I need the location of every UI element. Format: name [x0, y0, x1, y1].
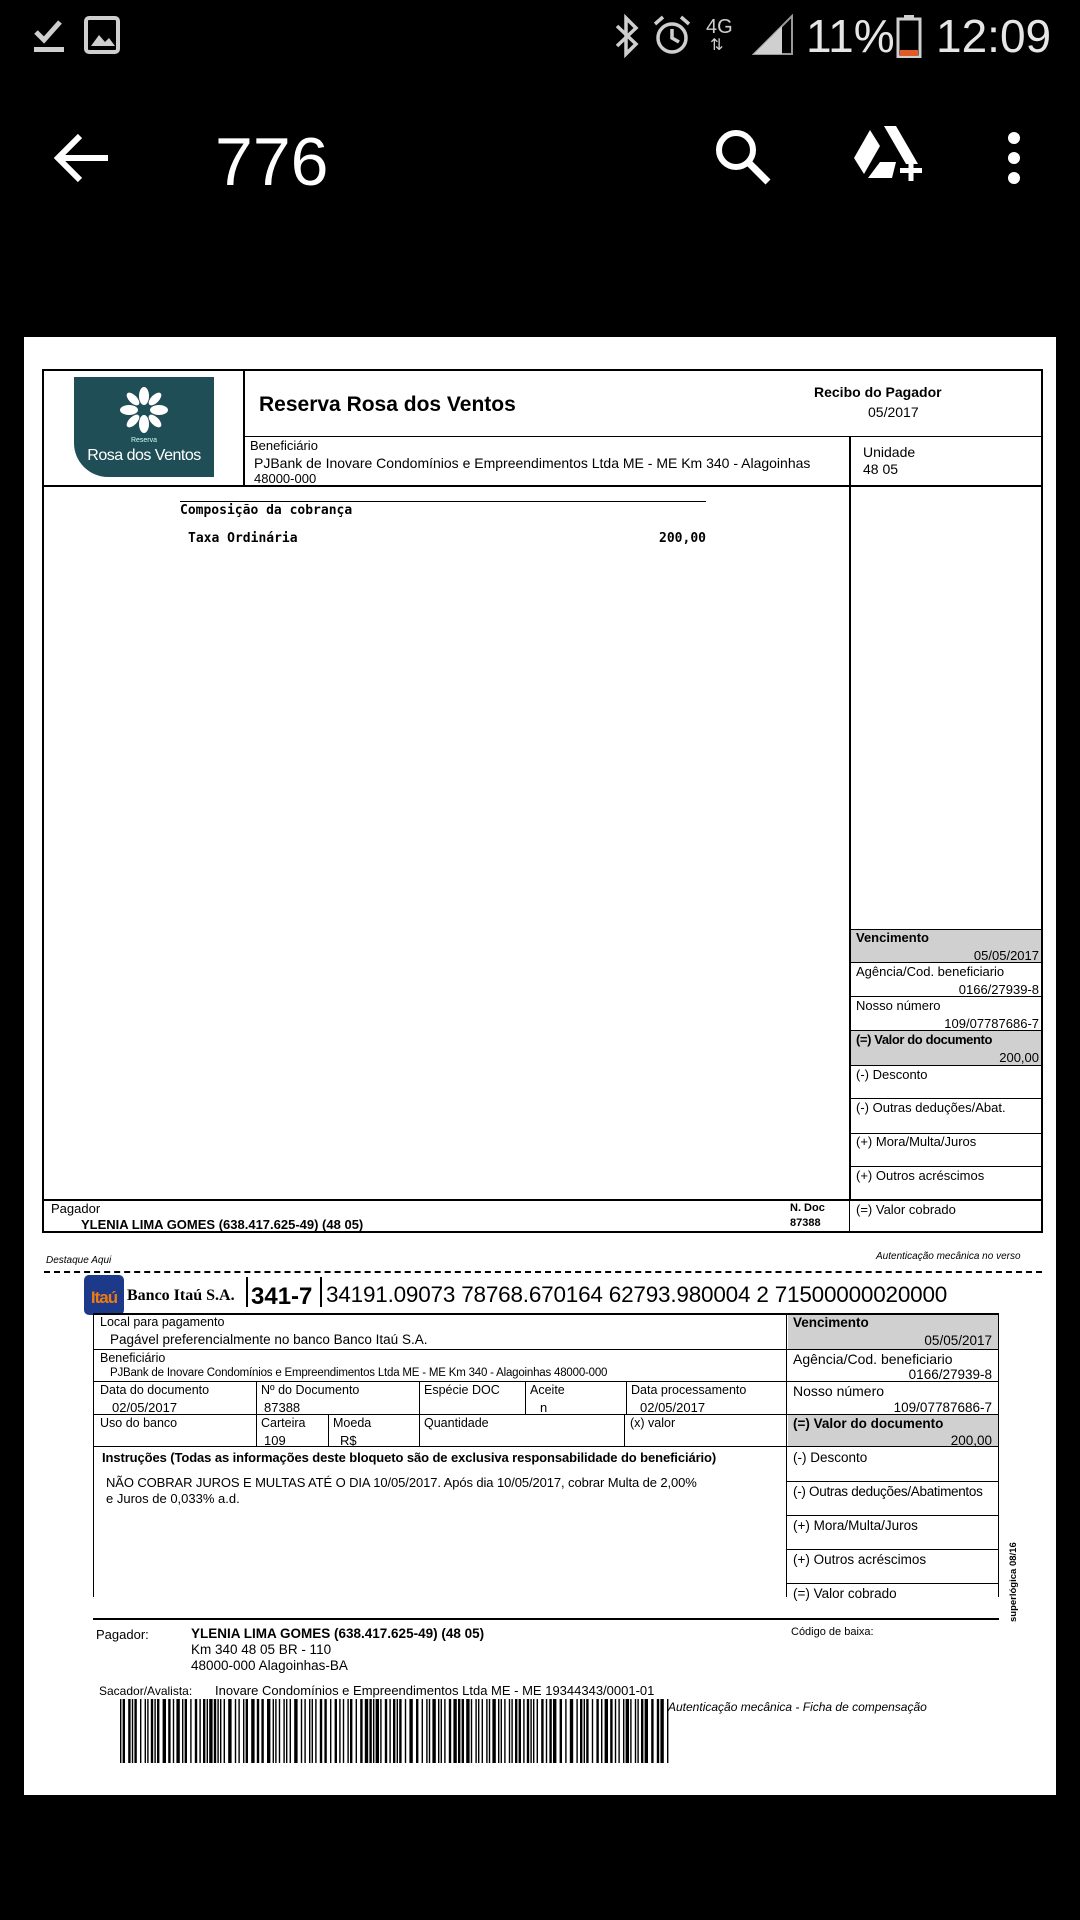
instrucoes-line2: e Juros de 0,033% a.d. [106, 1491, 240, 1506]
boleto-beneficiario: PJBank de Inovare Condomínios e Empreendimentos Ltda ME - ME Km 340 - Alagoinhas 48000-000 [110, 1367, 608, 1379]
bank-name: Banco Itaú S.A. [127, 1287, 235, 1304]
back-arrow-icon[interactable] [54, 132, 110, 184]
instrucoes-line1: NÃO COBRAR JUROS E MULTAS ATÉ O DIA 10/05/2017. Após dia 10/05/2017, cobrar Multa de 2,00% [106, 1475, 697, 1490]
data-arrows-icon: ⇅ [710, 37, 724, 54]
battery-percent: 11% [806, 10, 895, 62]
composicao-title: Composição da cobrança [180, 503, 353, 518]
condo-logo: Reserva Rosa dos Ventos [74, 377, 214, 477]
bluetooth-icon [612, 14, 642, 58]
valor-documento: 200,00 [999, 1050, 1039, 1065]
ndoc-value: 87388 [790, 1217, 821, 1229]
cut-line [44, 1271, 1042, 1273]
linha-digitavel: 34191.09073 78768.670164 62793.980004 2 71500000020000 [326, 1282, 948, 1307]
recibo-period: 05/2017 [868, 404, 919, 420]
document-title: 776 [215, 124, 329, 200]
boleto-vencimento: 05/05/2017 [924, 1333, 992, 1348]
overflow-menu-icon[interactable] [1000, 130, 1028, 186]
sacador-value: Inovare Condomínios e Empreendimentos Ltda ME - ME 19344343/0001-01 [215, 1683, 655, 1698]
beneficiario-name: PJBank de Inovare Condomínios e Empreendimentos Ltda ME - ME Km 340 - Alagoinhas [254, 455, 811, 471]
side-brand: superlógica 08/16 [1008, 1542, 1019, 1622]
item-label: Taxa Ordinária [188, 531, 298, 546]
signal-icon [752, 14, 794, 56]
add-to-drive-icon[interactable] [852, 124, 924, 188]
search-icon[interactable] [714, 128, 772, 186]
barcode [120, 1699, 672, 1763]
alarm-icon [652, 14, 692, 58]
boleto-pagador-name: YLENIA LIMA GOMES (638.417.625-49) (48 05) [191, 1626, 485, 1641]
download-done-icon [32, 18, 66, 54]
bank-code: 341-7 [251, 1283, 313, 1310]
image-icon [84, 16, 120, 54]
status-bar [0, 0, 1080, 72]
pdf-page: Reserva Rosa dos Ventos Reserva Rosa dos Ventos Recibo do Pagador 05/2017 Beneficiário PJBank de Inovare Condomínios e Empreendimentos Ltda ME - ME Km 340 - Alagoinhas 48000-000 Unidade 48 05 Composição da cobrança Taxa Ordinária 200,00 Vencimento 05/05/2017 Agência/Cod. beneficiario 0166/27939-8 Nosso número 109/07787686-7 (=) Valor do documento 200,00 (-) Desconto (-) Outras deduções/Abat. (+) Mora/Multa/Juros (+) Outros acréscimos (=) Valor cobrado Pagador YLENIA LIMA GOMES (638.417.625-49) (48 05) N. Doc 87388 Destaque Aqui Autenticação mecânica no verso Itaú Banco Itaú S.A. 341-7 34191.09073 78768.670164 62793.980004 2 71500000020000 Local para pagamento Pagável preferencialmente no banco Banco Itaú S.A. Beneficiário PJBank de Inovare Condomínios e Empreendimentos Ltda ME - ME Km 340 - Alagoinhas 48000-000 Data do documento 02/05/2017 Nº do Documento 87388 Espécie DOC Aceite n Data processamento 02/05/2017 Uso do banco Carteira 109 Moeda R$ Quantidade (x) valor Vencimento 05/05/2017 Agência/Cod. beneficiario 0166/27939-8 Nosso número 109/07787686-7 (=) Valor do documento 200,00 (-) Desconto (-) Outras deduções/Abatimentos (+) Mora/Multa/Juros (+) Outros acréscimos (=) Valor cobrado superlógica 08/16 Instruções (Todas as informações deste bloqueto são de exclusiva responsabilidade do beneficiário) NÃO COBRAR JUROS E MULTAS ATÉ O DIA 10/05/2017. Após dia 10/05/2017, cobrar Multa de 2,00% e Juros de 0,033% a.d. Pagador: YLENIA LIMA GOMES (638.417.625-49) (48 05) Km 340 48 05 BR - 110 48000-000 Alagoinhas-BA Código de baixa: Sacador/Avalista: Inovare Condomínios e Empreendimentos Ltda ME - ME 19344343/0001-01 Autenticação mecânica - Ficha de compensação [24, 337, 1056, 1795]
item-value: 200,00 [659, 531, 706, 546]
recibo-label: Recibo do Pagador [814, 384, 942, 400]
local-pagamento: Pagável preferencialmente no banco Banco Itaú S.A. [110, 1332, 428, 1347]
condo-title: Reserva Rosa dos Ventos [259, 393, 516, 416]
network-type: 4G [706, 16, 733, 38]
instrucoes-title: Instruções (Todas as informações deste bloqueto são de exclusiva responsabilidade do beneficiário) [102, 1450, 717, 1465]
flower-icon [118, 387, 170, 433]
unidade-value: 48 05 [863, 461, 899, 477]
boleto-valor-documento: 200,00 [950, 1433, 992, 1448]
clock: 12:09 [936, 10, 1052, 62]
battery-icon [896, 14, 922, 58]
pagador-name: YLENIA LIMA GOMES (638.417.625-49) (48 05) [81, 1217, 364, 1232]
itau-logo: Itaú [84, 1275, 124, 1315]
vencimento-value: 05/05/2017 [973, 948, 1039, 963]
